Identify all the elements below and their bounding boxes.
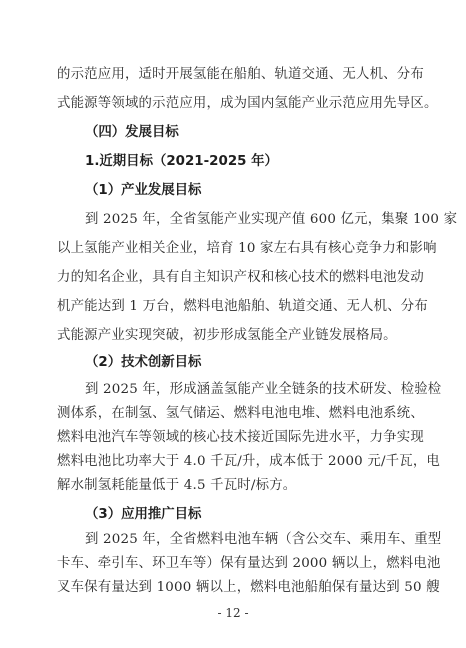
paragraph-line: 式能源等领域的示范应用，成为国内氢能产业示范应用先导区。 [57,96,438,111]
industry-goal-heading: （1）产业发展目标 [85,183,202,198]
section-heading: （四）发展目标 [85,125,179,140]
paragraph-line: 以上氢能产业相关企业，培育 10 家左右具有核心竞争力和影响 [57,241,437,256]
paragraph-line: 测体系，在制氢、氢气储运、燃料电池电堆、燃料电池系统、 [57,406,424,421]
subsection-heading: 1.近期目标（2021-2025 年） [85,154,278,169]
page-number: - 12 - [217,606,249,620]
innovation-goal-heading: （2）技术创新目标 [85,355,202,370]
paragraph-line: 燃料电池汽车等领域的核心技术接近国际先进水平，力争实现 [57,430,424,445]
promotion-goal-heading: （3）应用推广目标 [85,507,202,522]
paragraph-line: 到 2025 年，全省燃料电池车辆（含公交车、乘用车、重型 [85,532,442,547]
paragraph-line: 力的知名企业，具有自主知识产权和核心技术的燃料电池发动 [57,270,424,285]
paragraph-line: 到 2025 年，形成涵盖氢能产业全链条的技术研发、检验检 [85,382,442,397]
paragraph-line: 机产能达到 1 万台，燃料电池船舶、轨道交通、无人机、分布 [57,299,428,314]
paragraph-line: 叉车保有量达到 1000 辆以上，燃料电池船舶保有量达到 50 艘 [57,580,440,595]
paragraph-line: 式能源产业实现突破，初步形成氢能全产业链发展格局。 [57,328,397,343]
paragraph-line: 燃料电池比功率大于 4.0 千瓦/升，成本低于 2000 元/千瓦，电 [57,454,441,469]
paragraph-line: 解水制氢耗能量低于 4.5 千瓦时/标方。 [57,478,297,493]
paragraph-line: 到 2025 年，全省氢能产业实现产值 600 亿元，集聚 100 家 [85,212,458,227]
paragraph-line: 卡车、牵引车、环卫车等）保有量达到 2000 辆以上，燃料电池 [57,556,441,571]
paragraph-line: 的示范应用，适时开展氢能在船舶、轨道交通、无人机、分布 [57,67,424,82]
